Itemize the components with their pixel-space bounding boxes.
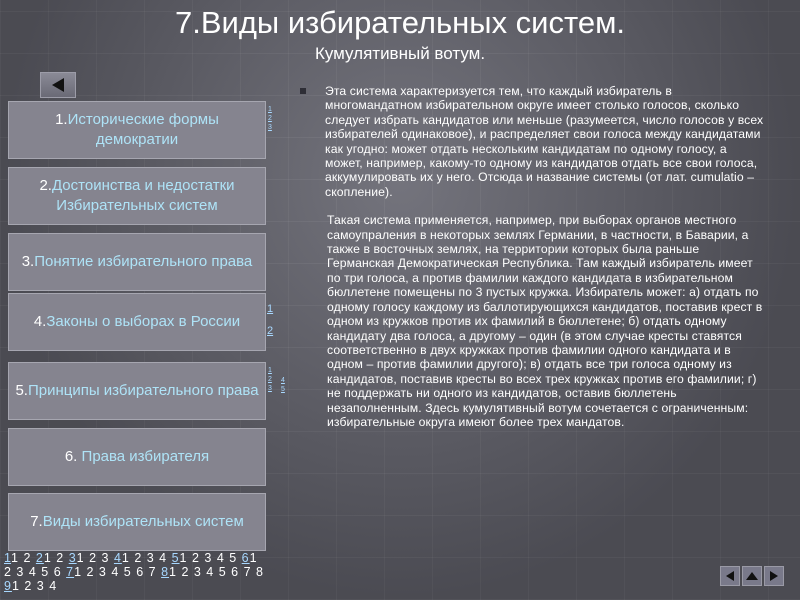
nav-item-label[interactable]: Принципы избирательного права bbox=[27, 382, 259, 399]
prev-slide-icon bbox=[726, 571, 734, 581]
slide-index-link[interactable]: 2 bbox=[35, 551, 44, 565]
content-text bbox=[325, 84, 765, 429]
slide-index-text: 1 2 3 4 5 6 bbox=[4, 551, 258, 579]
nav-item-2[interactable] bbox=[8, 167, 266, 225]
nav-item-7[interactable] bbox=[8, 493, 266, 551]
side-link[interactable]: 1 bbox=[268, 106, 272, 113]
side-link[interactable]: 3 bbox=[268, 385, 272, 392]
slide-index-link[interactable]: 4 bbox=[113, 551, 122, 565]
nav-item-num: 3. bbox=[21, 253, 35, 270]
side-link[interactable]: 3 bbox=[268, 124, 272, 131]
side-link[interactable]: 1 bbox=[268, 367, 272, 374]
nav-item-label[interactable]: Права избирателя bbox=[81, 448, 210, 465]
side-link[interactable]: 1 bbox=[267, 303, 274, 315]
slide-index-link[interactable]: 9 bbox=[4, 579, 12, 593]
slide-index-text: 1 2 3 4 5 6 7 8 bbox=[169, 565, 264, 579]
nav-item-label[interactable]: Исторические формы демократии bbox=[67, 111, 219, 148]
bottom-slide-index bbox=[4, 551, 264, 593]
nav-item-num: 6. bbox=[64, 448, 82, 465]
slide-index-link[interactable]: 1 bbox=[4, 551, 12, 565]
slide-index-text: 1 2 3 4 bbox=[121, 551, 172, 565]
left-arrow-icon bbox=[52, 78, 64, 92]
home-icon bbox=[746, 572, 758, 580]
side-link[interactable]: 4 bbox=[281, 377, 285, 384]
nav-item-num: 2. bbox=[39, 177, 52, 194]
slide-index-text: 1 2 3 4 5 6 7 bbox=[74, 565, 162, 579]
nav-item-4[interactable] bbox=[8, 293, 266, 351]
footer-nav bbox=[720, 566, 784, 586]
slide-subtitle: Кумулятивный вотум. bbox=[314, 44, 486, 63]
nav-item-num: 1. bbox=[55, 111, 68, 128]
side-link[interactable]: 2 bbox=[268, 376, 272, 383]
next-slide-button[interactable] bbox=[764, 566, 784, 586]
side-link[interactable]: 2 bbox=[268, 115, 272, 122]
slide-index-link[interactable]: 7 bbox=[66, 565, 75, 579]
side-links-group-5a bbox=[268, 366, 272, 393]
nav-item-num: 7. bbox=[30, 513, 43, 530]
nav-item-5[interactable] bbox=[8, 362, 266, 420]
slide-index-text: 1 2 3 4 bbox=[11, 579, 58, 593]
slide-index-link[interactable]: 3 bbox=[68, 551, 77, 565]
slide-index-link[interactable]: 5 bbox=[171, 551, 180, 565]
nav-item-num: 5. bbox=[15, 382, 28, 399]
nav-item-label[interactable]: Достоинства и недостатки Избирательных систем bbox=[51, 177, 235, 214]
slide-title: 7.Виды избирательных систем. bbox=[174, 5, 626, 40]
side-links-group-4 bbox=[267, 298, 273, 342]
next-slide-icon bbox=[770, 571, 778, 581]
back-button[interactable] bbox=[40, 72, 76, 98]
nav-item-1[interactable] bbox=[8, 101, 266, 159]
slide-index-text: 1 2 bbox=[43, 551, 69, 565]
side-link[interactable]: 2 bbox=[267, 325, 274, 337]
nav-item-label[interactable]: Понятие избирательного права bbox=[34, 253, 253, 270]
paragraph-1: Эта система характеризуется тем, что каждый избиратель в многомандатном избирательном округе имеет столько голосов, сколько следует избрать кандидатов или меньше (разумеется, число голосов у всех избирателей одинаковое), и распределяет свои голоса между кандидатами как угодно: может отдать нескольким кандидатам по одному голосу, а может, например, какому-то одному из кандидатов отдать все свои голоса, аккумулировать их у него. Отсюда и название системы (от лат. cumulatio – скопление). bbox=[325, 84, 764, 199]
side-links-group-1 bbox=[268, 105, 272, 132]
home-button[interactable] bbox=[742, 566, 762, 586]
slide-index-text: 1 2 bbox=[11, 551, 36, 565]
nav-item-label[interactable]: Виды избирательных систем bbox=[42, 513, 244, 530]
slide-index-text: 1 2 3 bbox=[76, 551, 114, 565]
paragraph-2: Такая система применяется, например, при выборах органов местного самоупраления в некоторых землях Германии, в частности, в Баварии, а также в восточных землях, на территории которых была раньше Германская Демократическая Республика. Там каждый избиратель имеет по три голоса, а против фамилии каждого кандидата в избирательном бюллетене помещены по 3 пустых кружка. Избиратель может: а) отдать по одному голосу каждому из баллотирующихся кандидатов, поставив крест в одном из кружков против их фамилий в бюллетене; б) отдать одному кандидату два голоса, а другому – один (в этом случае кресты ставятся соответственно в двух кружках против фамилии одного кандидата и в одном – против фамилии другого); в) отдать все три голоса одному из кандидатов, поставив кресты во всех трех кружках против его фамилии; г) не поддержать ни одного из кандидатов, оставив бюллетень незаполненным. Здесь кумулятивный вотум сочетается с ограниченным: избирательные округа имеют более трех мандатов. bbox=[327, 213, 763, 429]
nav-item-label[interactable]: Законы о выборах в России bbox=[46, 313, 241, 330]
nav-item-3[interactable] bbox=[8, 233, 266, 291]
slide-index-text: 1 2 3 4 5 bbox=[179, 551, 242, 565]
side-links-group-5b bbox=[281, 376, 285, 394]
side-link[interactable]: 5 bbox=[281, 386, 285, 393]
slide-index-link[interactable]: 8 bbox=[161, 565, 170, 579]
prev-slide-button[interactable] bbox=[720, 566, 740, 586]
nav-item-num: 4. bbox=[33, 313, 47, 330]
slide-index-link[interactable]: 6 bbox=[241, 551, 250, 565]
nav-item-6[interactable] bbox=[8, 428, 266, 486]
bullet-icon bbox=[300, 88, 306, 94]
